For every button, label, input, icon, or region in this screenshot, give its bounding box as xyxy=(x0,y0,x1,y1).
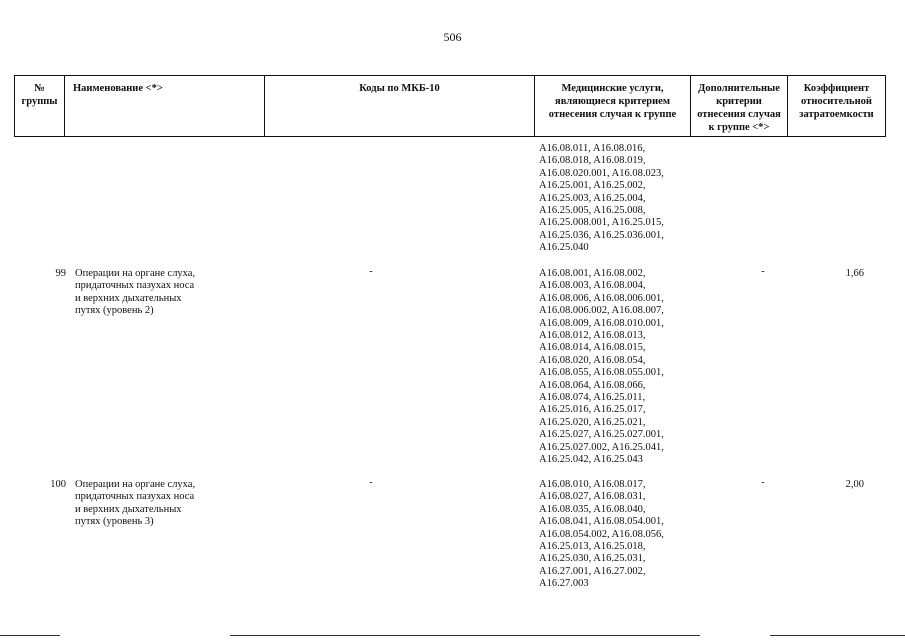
header-name: Наименование <*> xyxy=(64,76,264,136)
group-name: Операции на органе слуха, придаточных пазухах носа и верхних дыхательных путях (уровень 2) xyxy=(75,268,196,317)
group-number: 99 xyxy=(55,268,66,279)
group-name: Операции на органе слуха, придаточных пазухах носа и верхних дыхательных путях (уровень 3) xyxy=(75,479,196,528)
coefficient: 1,66 xyxy=(845,268,864,279)
header-mkb-codes: Коды по МКБ-10 xyxy=(264,76,534,136)
scan-edge-middle xyxy=(230,635,700,636)
header-group-number: № группы xyxy=(21,83,58,107)
group-number: 100 xyxy=(50,479,66,490)
mkb-codes: - xyxy=(369,266,373,277)
medical-services: A16.08.010, A16.08.017, A16.08.027, A16.08.031, A16.08.035, A16.08.040, A16.08.041, A16.08.054.001, A16.08.054.002, A16.08.056, A16.25.013, A16.25.018, A16.25.030, A16.25.031, A16.27.001, A16.27.002, A16.27.003 xyxy=(539,479,664,590)
scan-edge-right xyxy=(770,635,905,636)
additional-criteria: - xyxy=(761,266,765,277)
scan-edge-left xyxy=(0,635,60,636)
continuation-services: A16.08.011, A16.08.016, A16.08.018, A16.08.019, A16.08.020.001, A16.08.023, A16.25.001, A16.25.002, A16.25.003, A16.25.004, A16.25.005, A16.25.008, A16.25.008.001, A16.25.015, A16.25.036, A16.25.036.001, A16.25.040 xyxy=(539,143,664,254)
header-coefficient: Коэффициент относительной затратоемкости xyxy=(787,76,885,136)
header-medical-services: Медицинские услуги, являющиеся критерием отнесения случая к группе xyxy=(534,76,690,136)
medical-services: A16.08.001, A16.08.002, A16.08.003, A16.08.004, A16.08.006, A16.08.006.001, A16.08.006.002, A16.08.007, A16.08.009, A16.08.010.001, A16.08.012, A16.08.013, A16.08.014, A16.08.015, A16.08.020, A16.08.054, A16.08.055, A16.08.055.001, A16.08.064, A16.08.066, A16.08.074, A16.25.011, A16.25.016, A16.25.017, A16.25.020, A16.25.021, A16.25.027, A16.25.027.001, A16.25.027.002, A16.25.041, A16.25.042, A16.25.043 xyxy=(539,268,664,466)
header-additional-criteria: Дополнительные критерии отнесения случая к группе <*> xyxy=(690,76,787,136)
additional-criteria: - xyxy=(761,477,765,488)
coefficient: 2,00 xyxy=(845,479,864,490)
mkb-codes: - xyxy=(369,477,373,488)
page-number: 506 xyxy=(443,30,462,44)
table-header xyxy=(14,75,886,137)
